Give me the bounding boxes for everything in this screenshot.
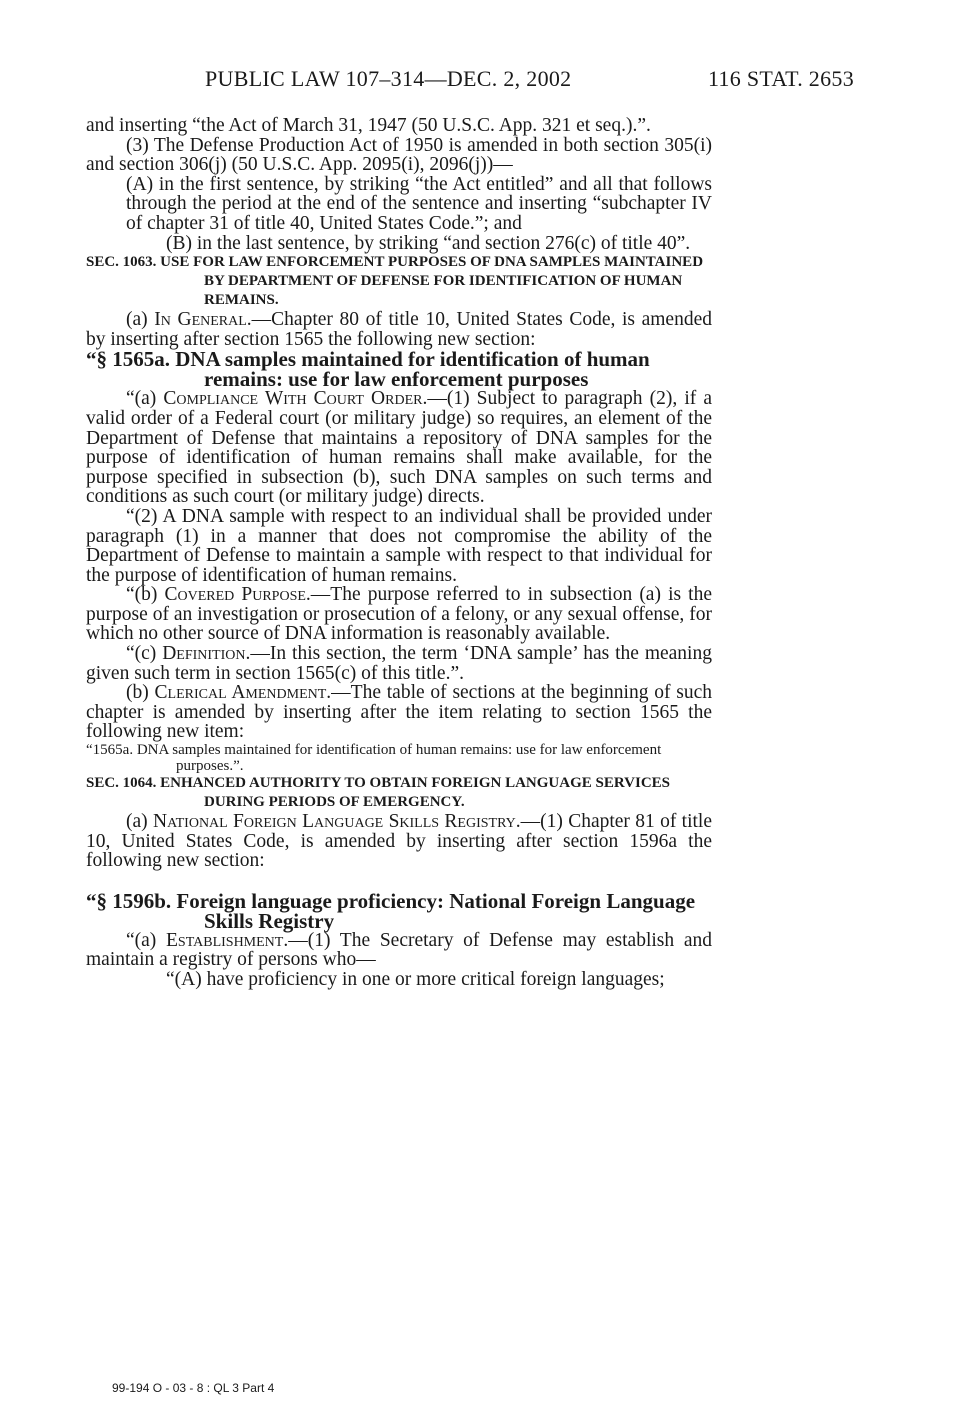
table-of-sections-item: “1565a. DNA samples maintained for identification of human remains: use for law enforcement purposes.”. — [86, 742, 662, 775]
subsection-a-lead: (a) — [126, 309, 155, 331]
registry-text: —(1) Chapter 81 of title 10, United States Code, is amended by inserting after section 1596a the following new section: — [86, 811, 712, 872]
subsection-a-text: —Chapter 80 of title 10, United States Code, is amended by inserting after section 1565 the following new section: — [86, 309, 712, 350]
print-job-footer: 99-194 O - 03 - 8 : QL 3 Part 4 — [112, 1381, 275, 1395]
definition-lead: “(c) — [126, 643, 163, 665]
establishment-paragraph — [86, 931, 712, 970]
running-header-title: PUBLIC LAW 107–314—DEC. 2, 2002 — [205, 66, 572, 91]
covered-purpose-heading: Covered Purpose. — [164, 584, 311, 606]
compliance-lead: “(a) — [126, 388, 164, 410]
paragraph-3: (3) The Defense Production Act of 1950 is amended in both section 305(i) and section 306(j) (50 U.S.C. App. 2095(i), 2096(j))— — [86, 134, 712, 176]
paragraph-3-b — [86, 234, 712, 254]
compliance-heading: Compliance With Court Order. — [163, 388, 428, 410]
clerical-lead: (b) — [126, 682, 155, 704]
section-heading-1063: SEC. 1063. USE FOR LAW ENFORCEMENT PURPOSES OF DNA SAMPLES MAINTAINED BY DEPARTMENT OF DEFENSE FOR IDENTIFICATION OF HUMAN REMAINS. — [86, 254, 704, 309]
subsection-a-heading: In General. — [154, 309, 252, 331]
establishment-text: —(1) The Secretary of Defense may establish and maintain a registry of persons who— — [86, 929, 712, 971]
compliance-text: —(1) Subject to paragraph (2), if a valid order of a Federal court (or military judge) so requires, an element of the Department of Defense that maintains a repository of DNA samples for the purpose of identification of human remains shall make available, for the purpose specified in subsection (b), such DNA samples on such terms and conditions as such court (or military judge) directs. — [86, 388, 712, 508]
subsection-a-in-general — [86, 310, 712, 349]
paragraph-3-b-text: (B) in the last sentence, by striking “and section 276(c) of title 40”. — [166, 232, 691, 254]
paragraph-3-a: (A) in the first sentence, by striking “the Act entitled” and all that follows through the period at the end of the sentence and inserting “subchapter IV of chapter 31 of title 40, United States Code.”; and — [126, 173, 712, 234]
section-heading-1064: SEC. 1064. ENHANCED AUTHORITY TO OBTAIN FOREIGN LANGUAGE SERVICES DURING PERIODS OF EMERGENCY. — [86, 775, 671, 811]
establishment-heading: Establishment. — [166, 929, 289, 951]
definition-paragraph — [86, 644, 712, 683]
registry-paragraph — [86, 812, 712, 871]
paragraph-2-dna-sample: “(2) A DNA sample with respect to an individual shall be provided under paragraph (1) in a manner that does not compromise the ability of the Department of Defense to maintain a sample with respect to that individual for the purpose of identification of human remains. — [86, 505, 712, 586]
establishment-a: “(A) have proficiency in one or more critical foreign languages; — [166, 969, 665, 990]
establishment-lead: “(a) — [126, 929, 166, 951]
clerical-amendment-paragraph — [86, 683, 712, 742]
compliance-paragraph — [86, 389, 712, 507]
definition-text: —In this section, the term ‘DNA sample’ has the meaning given such term in section 1565(c) of this title.”. — [86, 643, 712, 684]
registry-heading: National Foreign Language Skills Registry. — [152, 811, 521, 833]
definition-heading: Definition. — [162, 643, 251, 665]
registry-lead: (a) — [126, 811, 153, 833]
new-section-1596b-heading: “§ 1596b. Foreign language proficiency: National Foreign Language Skills Registry — [86, 888, 696, 933]
running-header-stat: 116 STAT. 2653 — [707, 66, 854, 91]
clerical-heading: Clerical Amendment. — [154, 682, 332, 704]
paragraph-continuation: and inserting “the Act of March 31, 1947 (50 U.S.C. App. 321 et seq.).”. — [86, 115, 651, 136]
covered-purpose-lead: “(b) — [126, 584, 165, 606]
new-section-1565a-heading: “§ 1565a. DNA samples maintained for identification of human remains: use for law enforcement purposes — [86, 347, 650, 392]
covered-purpose-text: —The purpose referred to in subsection (a) is the purpose of an investigation or prosecution of a felony, or any sexual offense, for which no other source of DNA information is reasonably available. — [86, 584, 712, 645]
covered-purpose-paragraph — [86, 585, 712, 644]
clerical-text: —The table of sections at the beginning of such chapter is amended by inserting after the item relating to section 1565 the following new item: — [86, 682, 712, 743]
document-body — [86, 116, 712, 990]
